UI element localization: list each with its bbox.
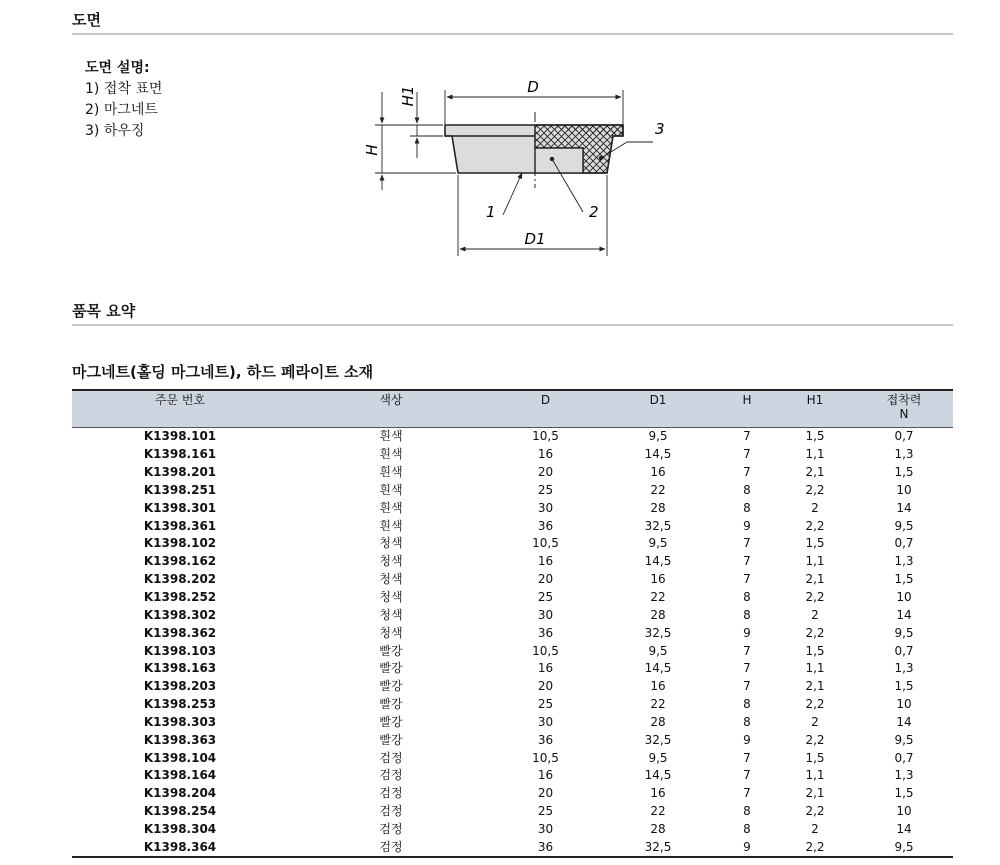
product-table-container (72, 389, 953, 858)
cell-H1: 2,1 (805, 679, 825, 694)
legend-title: 도면 설명: (85, 60, 150, 76)
cell-D: 16 (537, 447, 554, 462)
cell-force: 10 (896, 590, 912, 605)
cell-H: 7 (743, 643, 751, 658)
cell-color: 청색 (379, 625, 403, 640)
cell-order-no: K1398.103 (143, 643, 217, 658)
cell-color: 흰색 (379, 447, 403, 462)
cell-force: 0,7 (894, 643, 914, 658)
cell-force: 14 (896, 607, 912, 622)
cell-order-no: K1398.163 (143, 661, 217, 676)
column-header-H: H (719, 390, 775, 428)
cell-order-no: K1398.101 (143, 429, 217, 444)
cell-order-no: K1398.363 (143, 732, 217, 747)
cell-force: 1,3 (894, 554, 914, 569)
table-row (72, 464, 953, 482)
cell-H: 8 (743, 500, 751, 515)
cell-H1: 1,1 (805, 768, 825, 783)
column-header-D: D (494, 390, 597, 428)
cell-H1: 2,1 (805, 465, 825, 480)
cell-H1: 2,2 (805, 732, 825, 747)
cell-D1: 14,5 (644, 768, 672, 783)
cell-D: 36 (494, 838, 597, 857)
cell-D: 20 (537, 786, 554, 801)
cell-force: 9,5 (894, 625, 914, 640)
cell-D: 16 (537, 768, 554, 783)
cell-D: 25 (537, 804, 554, 819)
table-row (72, 660, 953, 678)
cell-D1: 9,5 (648, 750, 668, 765)
table-row (72, 446, 953, 464)
dimension-D1-label: D1 (524, 230, 546, 248)
cell-color: 검정 (379, 786, 403, 801)
cell-D1: 16 (650, 465, 666, 480)
table-row (72, 499, 953, 517)
cell-D: 30 (537, 607, 554, 622)
cell-color: 검정 (288, 838, 494, 857)
table-row (72, 821, 953, 839)
cell-force: 10 (896, 482, 912, 497)
cell-H1: 2 (811, 607, 819, 622)
cell-H: 8 (743, 482, 751, 497)
callout-3-label: 3 (655, 120, 665, 138)
cell-H: 8 (743, 590, 751, 605)
table-row (72, 749, 953, 767)
cell-H: 8 (743, 607, 751, 622)
cell-D1: 22 (650, 804, 666, 819)
cell-force: 1,5 (894, 679, 914, 694)
cell-H: 7 (743, 429, 751, 444)
cell-H1: 2,2 (805, 697, 825, 712)
cell-D1: 28 (650, 500, 666, 515)
cell-order-no: K1398.361 (143, 518, 217, 533)
cell-D: 30 (537, 500, 554, 515)
cell-D: 10,5 (532, 536, 559, 551)
cell-color: 흰색 (379, 518, 403, 533)
cell-D: 25 (537, 697, 554, 712)
cell-color: 청색 (379, 590, 403, 605)
cell-color: 청색 (379, 536, 403, 551)
table-row (72, 517, 953, 535)
table-row (72, 428, 953, 446)
cell-color: 빨강 (379, 714, 403, 729)
cell-order-no: K1398.301 (143, 500, 217, 515)
cell-color: 빨강 (379, 661, 403, 676)
cell-color: 흰색 (379, 429, 403, 444)
cell-D: 36 (537, 732, 554, 747)
cell-H: 7 (743, 536, 751, 551)
section-divider (72, 33, 953, 35)
cell-order-no: K1398.201 (143, 465, 217, 480)
cell-H: 9 (743, 518, 751, 533)
cell-order-no: K1398.102 (143, 536, 217, 551)
column-header-D1: D1 (597, 390, 719, 428)
dimension-H1-label: H1 (399, 85, 417, 107)
cell-D1: 16 (650, 786, 666, 801)
product-table (72, 389, 953, 858)
cell-H1: 2,1 (805, 572, 825, 587)
cell-order-no: K1398.253 (143, 697, 217, 712)
table-row (72, 535, 953, 553)
cell-color: 빨강 (379, 697, 403, 712)
cell-order-no: K1398.203 (143, 679, 217, 694)
column-header-color: 색상 (288, 390, 494, 428)
cell-force: 14 (896, 714, 912, 729)
cell-order-no: K1398.362 (143, 625, 217, 640)
cell-color: 검정 (379, 768, 403, 783)
cell-order-no: K1398.252 (143, 590, 217, 605)
cell-force: 9,5 (855, 838, 953, 857)
cell-H: 7 (743, 768, 751, 783)
cell-D1: 32,5 (644, 625, 672, 640)
cell-color: 빨강 (379, 679, 403, 694)
cell-H: 7 (743, 447, 751, 462)
cell-H1: 1,1 (805, 554, 825, 569)
cell-force: 14 (896, 500, 912, 515)
cell-order-no: K1398.161 (143, 447, 217, 462)
column-header-force (855, 390, 953, 428)
table-row (72, 696, 953, 714)
cell-D1: 32,5 (597, 838, 719, 857)
cell-D: 36 (537, 518, 554, 533)
cell-color: 청색 (379, 554, 403, 569)
technical-drawing (355, 70, 675, 265)
cell-H: 9 (743, 625, 751, 640)
table-row (72, 714, 953, 732)
summary-section-title: 품목 요약 (72, 302, 136, 320)
cell-H1: 2,1 (805, 786, 825, 801)
cell-D: 20 (537, 465, 554, 480)
cell-H: 9 (743, 732, 751, 747)
cell-force: 1,5 (894, 465, 914, 480)
cell-H1: 2 (811, 714, 819, 729)
cell-color: 청색 (379, 607, 403, 622)
cell-force: 0,7 (894, 429, 914, 444)
cell-D1: 22 (650, 590, 666, 605)
table-title: 마그네트(홀딩 마그네트), 하드 페라이트 소재 (72, 363, 374, 381)
cell-D: 16 (537, 554, 554, 569)
cell-force: 1,5 (894, 786, 914, 801)
cell-H1: 1,5 (805, 643, 825, 658)
cell-color: 검정 (379, 804, 403, 819)
table-body (72, 428, 953, 858)
section-divider (72, 324, 953, 326)
cell-H: 7 (743, 679, 751, 694)
cell-H1: 1,1 (805, 661, 825, 676)
table-row (72, 553, 953, 571)
cell-order-no: K1398.251 (143, 482, 217, 497)
cell-D1: 28 (650, 821, 666, 836)
table-row (72, 624, 953, 642)
cell-order-no: K1398.204 (143, 786, 217, 801)
cell-color: 검정 (379, 821, 403, 836)
cell-force: 0,7 (894, 536, 914, 551)
cell-order-no: K1398.302 (143, 607, 217, 622)
cell-H1: 2,2 (805, 518, 825, 533)
legend-item: 2) 마그네트 (85, 102, 158, 118)
cell-order-no: K1398.364 (72, 838, 288, 857)
cell-D1: 14,5 (644, 554, 672, 569)
dimension-H-label: H (363, 144, 381, 156)
cell-order-no: K1398.164 (143, 768, 217, 783)
table-row (72, 589, 953, 607)
cell-force: 1,3 (894, 661, 914, 676)
cell-D: 25 (537, 482, 554, 497)
cell-H: 7 (743, 572, 751, 587)
cell-D1: 14,5 (644, 447, 672, 462)
cell-H: 7 (743, 554, 751, 569)
cell-H1: 1,5 (805, 750, 825, 765)
cell-color: 검정 (379, 750, 403, 765)
cell-D1: 28 (650, 714, 666, 729)
cell-H: 7 (743, 750, 751, 765)
dimension-D-label: D (527, 78, 539, 96)
cell-H: 8 (743, 714, 751, 729)
cell-order-no: K1398.162 (143, 554, 217, 569)
callout-1-label: 1 (486, 203, 496, 221)
cell-D1: 28 (650, 607, 666, 622)
cell-H1: 1,5 (805, 429, 825, 444)
cell-H1: 2 (811, 821, 819, 836)
cell-H1: 1,1 (805, 447, 825, 462)
magnet-section (535, 148, 583, 173)
cell-H1: 2,2 (775, 838, 855, 857)
table-row (72, 803, 953, 821)
cell-D: 30 (537, 714, 554, 729)
table-row (72, 838, 953, 857)
cell-D: 36 (537, 625, 554, 640)
cell-order-no: K1398.202 (143, 572, 217, 587)
cell-D: 10,5 (532, 750, 559, 765)
cell-D: 30 (537, 821, 554, 836)
cell-color: 흰색 (379, 465, 403, 480)
cell-H1: 2,2 (805, 482, 825, 497)
cell-D1: 32,5 (644, 732, 672, 747)
cell-H: 9 (719, 838, 775, 857)
cell-D1: 32,5 (644, 518, 672, 533)
cell-D1: 9,5 (648, 536, 668, 551)
table-row (72, 767, 953, 785)
table-row (72, 678, 953, 696)
cell-force: 14 (896, 821, 912, 836)
cell-force: 1,3 (894, 447, 914, 462)
cell-D1: 16 (650, 572, 666, 587)
cell-color: 빨강 (379, 732, 403, 747)
cell-order-no: K1398.104 (143, 750, 217, 765)
cell-H: 7 (743, 465, 751, 480)
column-header-order-no: 주문 번호 (72, 390, 288, 428)
cell-D: 20 (537, 679, 554, 694)
table-row (72, 606, 953, 624)
legend-item: 3) 하우징 (85, 123, 145, 139)
cell-D1: 16 (650, 679, 666, 694)
drawing-section-title: 도면 (72, 11, 101, 29)
column-header-H1: H1 (775, 390, 855, 428)
table-row (72, 482, 953, 500)
cell-D: 20 (537, 572, 554, 587)
cell-force: 10 (896, 804, 912, 819)
cell-force: 9,5 (894, 732, 914, 747)
table-header-row (72, 390, 953, 428)
cell-force: 1,5 (894, 572, 914, 587)
cell-order-no: K1398.304 (143, 821, 217, 836)
table-row (72, 571, 953, 589)
cell-order-no: K1398.254 (143, 804, 217, 819)
callout-2-label: 2 (589, 203, 599, 221)
table-row (72, 642, 953, 660)
cell-color: 빨강 (379, 643, 403, 658)
table-row (72, 731, 953, 749)
cell-D1: 9,5 (648, 429, 668, 444)
cell-H1: 2,2 (805, 804, 825, 819)
table-row (72, 785, 953, 803)
cell-H: 8 (743, 821, 751, 836)
cell-force: 10 (896, 697, 912, 712)
cell-order-no: K1398.303 (143, 714, 217, 729)
force-header-label: 접착력 (886, 393, 922, 407)
cell-color: 흰색 (379, 482, 403, 497)
cell-color: 흰색 (379, 500, 403, 515)
cell-H: 7 (743, 786, 751, 801)
cell-D: 16 (537, 661, 554, 676)
drawing-legend (85, 58, 162, 142)
cell-H1: 2,2 (805, 625, 825, 640)
cell-H1: 2 (811, 500, 819, 515)
cell-D1: 14,5 (644, 661, 672, 676)
cell-force: 0,7 (894, 750, 914, 765)
cell-D1: 22 (650, 697, 666, 712)
legend-item: 1) 접착 표면 (85, 81, 163, 97)
cell-H: 8 (743, 697, 751, 712)
cell-D: 25 (537, 590, 554, 605)
cell-H: 8 (743, 804, 751, 819)
force-header-unit: N (899, 407, 909, 421)
cell-H1: 1,5 (805, 536, 825, 551)
cell-D: 10,5 (532, 429, 559, 444)
cell-force: 1,3 (894, 768, 914, 783)
cell-H1: 2,2 (805, 590, 825, 605)
cell-D1: 9,5 (648, 643, 668, 658)
cell-force: 9,5 (894, 518, 914, 533)
cell-color: 청색 (379, 572, 403, 587)
cell-H: 7 (743, 661, 751, 676)
cell-D: 10,5 (532, 643, 559, 658)
cell-D1: 22 (650, 482, 666, 497)
